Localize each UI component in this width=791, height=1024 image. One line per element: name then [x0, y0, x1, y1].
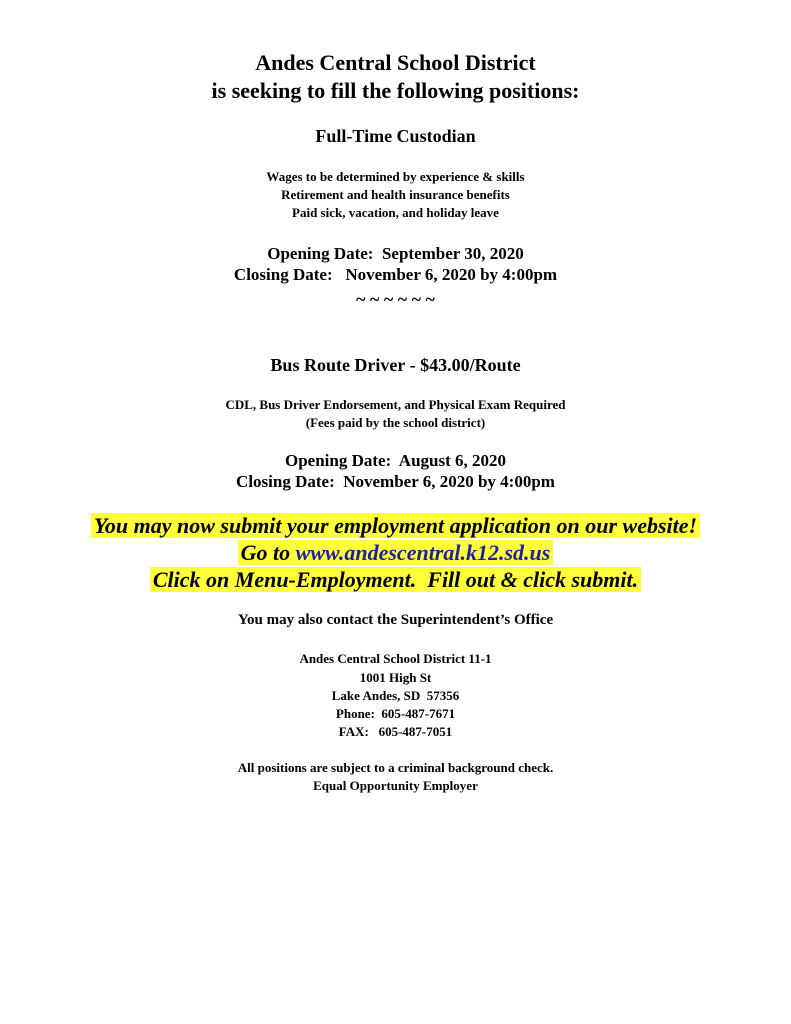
bus-driver-position-title: Bus Route Driver - $43.00/Route [270, 355, 521, 375]
website-link[interactable]: www.andescentral.k12.sd.us [295, 540, 551, 565]
bus-driver-closing-date: Closing Date: November 6, 2020 by 4:00pm [236, 472, 555, 491]
district-name: Andes Central School District [255, 50, 536, 75]
background-check-notice: All positions are subject to a criminal background check. [237, 760, 554, 775]
custodian-opening-date: Opening Date: September 30, 2020 [267, 244, 524, 263]
custodian-detail: Retirement and health insurance benefits [281, 187, 510, 202]
section-separator: ~ ~ ~ ~ ~ ~ [356, 289, 435, 309]
bus-driver-detail: CDL, Bus Driver Endorsement, and Physical Exam Required [225, 397, 566, 412]
custodian-detail: Paid sick, vacation, and holiday leave [292, 205, 499, 220]
instructions-text: Click on Menu-Employment. Fill out & click submit. [150, 567, 641, 592]
website-prefix: Go to [240, 540, 296, 565]
contact-address-line: Andes Central School District 11-1 [299, 651, 492, 666]
contact-address-line: 1001 High St [359, 670, 432, 685]
application-notice-text: You may now submit your employment application on our website! [91, 513, 700, 538]
custodian-closing-date: Closing Date: November 6, 2020 by 4:00pm [233, 265, 558, 284]
contact-intro: You may also contact the Superintendent’s Office [237, 612, 554, 628]
custodian-detail: Wages to be determined by experience & skills [266, 169, 525, 184]
instructions-line [0, 566, 791, 593]
website-line [0, 539, 791, 566]
application-notice-line [0, 512, 791, 539]
contact-address-line: Lake Andes, SD 57356 [331, 688, 460, 703]
contact-phone: Phone: 605-487-7671 [335, 706, 456, 721]
bus-driver-detail: (Fees paid by the school district) [305, 415, 486, 430]
page-subtitle: is seeking to fill the following positions: [211, 78, 580, 103]
contact-fax: FAX: 605-487-7051 [338, 724, 453, 739]
custodian-position-title: Full-Time Custodian [315, 126, 476, 146]
bus-driver-opening-date: Opening Date: August 6, 2020 [284, 451, 507, 470]
equal-opportunity-notice: Equal Opportunity Employer [313, 778, 478, 793]
